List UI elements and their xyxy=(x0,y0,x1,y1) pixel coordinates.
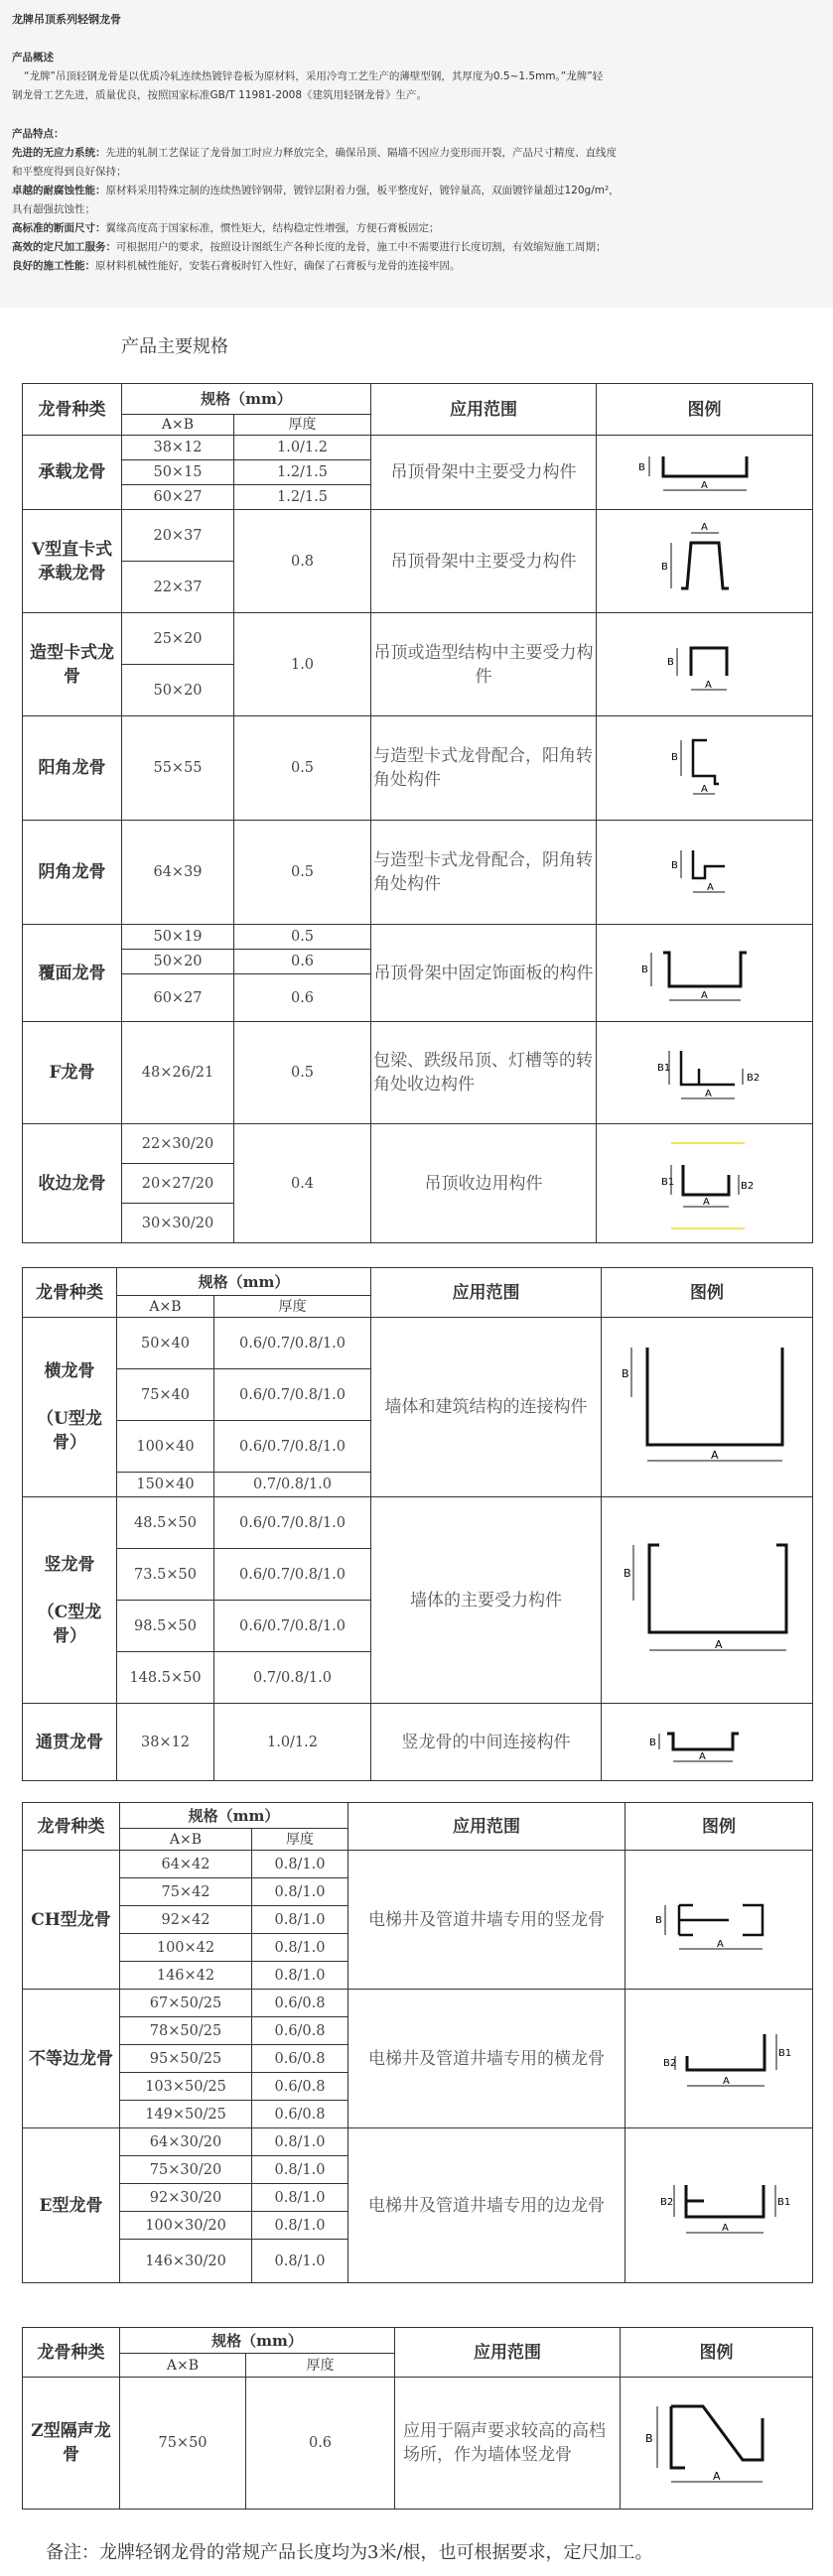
overview-text-1: “龙牌”吊顶轻钢龙骨是以优质冷轧连续热镀锌卷板为原材料，采用冷弯工艺生产的薄壁型钢，其厚度为0.5~1.5mm。”龙牌”轻 xyxy=(24,70,604,82)
svg-text:B: B xyxy=(655,1914,662,1926)
e-channel-figure xyxy=(634,2141,803,2270)
cell-thick: 0.5 xyxy=(234,716,371,821)
cell-use: 与造型卡式龙骨配合，阳角转角处构件 xyxy=(371,716,597,821)
cell-ab: 67×50/25 xyxy=(120,1990,252,2017)
row-name: 不等边龙骨 xyxy=(23,1990,120,2128)
header-kind: 龙骨种类 xyxy=(23,1803,120,1851)
svg-text:B2: B2 xyxy=(660,2196,674,2208)
cell-thick: 1.0 xyxy=(234,613,371,716)
cell-ab: 50×20 xyxy=(122,950,234,974)
cell-ab: 60×27 xyxy=(122,974,234,1022)
v-channel-figure xyxy=(635,515,774,608)
cell-ab: 38×12 xyxy=(122,436,234,460)
svg-text:B2: B2 xyxy=(746,1073,760,1084)
header-thick: 厚度 xyxy=(234,415,371,436)
feature-line: 具有超强抗蚀性； xyxy=(12,203,95,215)
spec-table-shaftwall xyxy=(22,1802,813,2283)
cell-use: 吊顶或造型结构中主要受力构件 xyxy=(371,613,597,716)
cell-ab: 75×50 xyxy=(120,2378,246,2510)
cell-thick: 0.5 xyxy=(234,821,371,925)
cell-thick: 0.8/1.0 xyxy=(252,2156,348,2184)
row-name: 竖龙骨 （C型龙骨） xyxy=(23,1497,117,1704)
cell-thick: 0.6 xyxy=(234,950,371,974)
row-name: 覆面龙骨 xyxy=(23,925,122,1022)
cell-use: 墙体和建筑结构的连接构件 xyxy=(371,1318,602,1497)
feature-line: 高效的定尺加工服务：可根据用户的要求，按照设计图纸生产各种长度的龙骨，施工中不需要进行长度切割，有效缩短施工周期； xyxy=(12,241,607,253)
profile-diagram xyxy=(602,1318,813,1497)
cell-ab: 55×55 xyxy=(122,716,234,821)
specs-heading: 产品主要规格 xyxy=(121,336,228,357)
cell-use: 电梯井及管道井墙专用的边龙骨 xyxy=(348,2128,625,2283)
cell-thick: 1.2/1.5 xyxy=(234,485,371,510)
profile-diagram xyxy=(625,1851,813,1990)
cell-ab: 38×12 xyxy=(117,1704,214,1781)
cell-use: 包梁、跌级吊顶、灯槽等的转角处收边构件 xyxy=(371,1022,597,1124)
svg-text:B: B xyxy=(644,2432,653,2445)
c-stud-figure xyxy=(608,1511,806,1690)
cell-use: 竖龙骨的中间连接构件 xyxy=(371,1704,602,1781)
cell-thick: 0.5 xyxy=(234,925,371,950)
svg-text:A: A xyxy=(702,1196,710,1208)
cell-ab: 73.5×50 xyxy=(117,1549,214,1601)
svg-text:A: A xyxy=(722,2222,729,2234)
cell-ab: 60×27 xyxy=(122,485,234,510)
row-name: Z型隔声龙骨 xyxy=(23,2378,120,2510)
cell-thick: 0.8/1.0 xyxy=(252,1906,348,1934)
cell-thick: 1.0/1.2 xyxy=(234,436,371,460)
header-spec: 规格（mm） xyxy=(122,384,371,415)
profile-diagram xyxy=(597,436,813,510)
cell-thick: 0.8/1.0 xyxy=(252,1878,348,1906)
ch-stud-figure xyxy=(639,1866,798,1975)
cell-thick: 0.8/1.0 xyxy=(252,2128,348,2156)
row-name: 阴角龙骨 xyxy=(23,821,122,925)
cell-thick: 0.8/1.0 xyxy=(252,1962,348,1990)
svg-text:A: A xyxy=(699,1750,706,1762)
svg-text:B1: B1 xyxy=(777,2196,791,2208)
overview-text-2: 钢龙骨工艺先进，质量优良，按照国家标准GB/T 11981-2008《建筑用轻钢龙骨》生产。 xyxy=(12,89,428,101)
cell-use: 吊顶骨架中主要受力构件 xyxy=(371,510,597,613)
header-ab: A×B xyxy=(122,415,234,436)
cell-ab: 92×30/20 xyxy=(120,2184,252,2212)
row-name: CH型龙骨 xyxy=(23,1851,120,1990)
overview-heading: 产品概述 xyxy=(12,52,54,64)
header-spec: 规格（mm） xyxy=(120,1803,348,1829)
svg-text:B: B xyxy=(649,1737,656,1748)
cell-ab: 64×39 xyxy=(122,821,234,925)
cell-use: 吊顶收边用构件 xyxy=(371,1124,597,1243)
header-spec: 规格（mm） xyxy=(117,1268,371,1296)
profile-diagram xyxy=(602,1704,813,1781)
row-name: V型直卡式承载龙骨 xyxy=(23,510,122,613)
profile-diagram xyxy=(597,613,813,716)
cell-thick: 0.8/1.0 xyxy=(252,2240,348,2283)
header-use: 应用范围 xyxy=(348,1803,625,1851)
cell-thick: 0.6 xyxy=(246,2378,395,2510)
cell-thick: 1.2/1.5 xyxy=(234,460,371,485)
cell-ab: 22×30/20 xyxy=(122,1124,234,1164)
cell-ab: 50×15 xyxy=(122,460,234,485)
cell-ab: 146×30/20 xyxy=(120,2240,252,2283)
header-ab: A×B xyxy=(117,1296,214,1318)
cell-thick: 0.6/0.7/0.8/1.0 xyxy=(214,1601,371,1652)
header-kind: 龙骨种类 xyxy=(23,384,122,436)
row-name: 横龙骨 （U型龙骨） xyxy=(23,1318,117,1497)
svg-text:A: A xyxy=(700,784,708,795)
cell-ab: 100×30/20 xyxy=(120,2212,252,2240)
svg-text:A: A xyxy=(700,521,708,533)
u-stud-track-figure xyxy=(608,1328,806,1486)
svg-text:A: A xyxy=(700,480,708,491)
feature-line: 高标准的断面尺寸：翼缘高度高于国家标准，惯性矩大，结构稳定性增强，方便石膏板固定； xyxy=(12,222,440,234)
header-thick: 厚度 xyxy=(252,1829,348,1851)
cell-thick: 0.6/0.8 xyxy=(252,2101,348,2128)
row-name: 收边龙骨 xyxy=(23,1124,122,1243)
row-name: 造型卡式龙骨 xyxy=(23,613,122,716)
cell-ab: 75×42 xyxy=(120,1878,252,1906)
profile-diagram xyxy=(597,1022,813,1124)
header-kind: 龙骨种类 xyxy=(23,2328,120,2378)
svg-text:A: A xyxy=(717,1938,724,1950)
svg-text:B: B xyxy=(624,1566,631,1580)
spec-table-wall xyxy=(22,1267,813,1781)
cell-thick: 0.6/0.7/0.8/1.0 xyxy=(214,1497,371,1549)
cell-ab: 92×42 xyxy=(120,1906,252,1934)
cell-thick: 0.8 xyxy=(234,510,371,613)
cell-thick: 1.0/1.2 xyxy=(214,1704,371,1781)
cell-use: 应用于隔声要求较高的高档场所，作为墙体竖龙骨 xyxy=(395,2378,621,2510)
profile-diagram xyxy=(625,2128,813,2283)
cover-channel-figure xyxy=(625,929,784,1018)
svg-text:B: B xyxy=(670,752,678,763)
header-spec: 规格（mm） xyxy=(120,2328,395,2354)
cell-use: 电梯井及管道井墙专用的横龙骨 xyxy=(348,1990,625,2128)
svg-text:A: A xyxy=(704,1089,712,1099)
profile-diagram xyxy=(602,1497,813,1704)
cell-thick: 0.8/1.0 xyxy=(252,2212,348,2240)
header-thick: 厚度 xyxy=(214,1296,371,1318)
svg-text:A: A xyxy=(711,1449,719,1462)
cell-ab: 146×42 xyxy=(120,1962,252,1990)
intro-section xyxy=(0,0,833,308)
cell-use: 墙体的主要受力构件 xyxy=(371,1497,602,1704)
cell-ab: 48×26/21 xyxy=(122,1022,234,1124)
cell-ab: 78×50/25 xyxy=(120,2017,252,2045)
cell-thick: 0.5 xyxy=(234,1022,371,1124)
spec-table-acoustic xyxy=(22,2327,813,2510)
cell-ab: 20×27/20 xyxy=(122,1164,234,1204)
cell-thick: 0.8/1.0 xyxy=(252,1851,348,1878)
svg-text:B1: B1 xyxy=(660,1176,674,1188)
cell-thick: 0.6/0.7/0.8/1.0 xyxy=(214,1318,371,1369)
cell-thick: 0.6/0.8 xyxy=(252,2073,348,2101)
header-use: 应用范围 xyxy=(395,2328,621,2378)
cell-ab: 30×30/20 xyxy=(122,1204,234,1243)
svg-text:B1: B1 xyxy=(656,1063,670,1074)
cell-ab: 100×40 xyxy=(117,1421,214,1473)
cell-thick: 0.6 xyxy=(234,974,371,1022)
cell-thick: 0.7/0.8/1.0 xyxy=(214,1473,371,1497)
doc-title: 龙牌吊顶系列轻钢龙骨 xyxy=(12,13,121,26)
profile-diagram xyxy=(597,1124,813,1243)
cell-ab: 64×42 xyxy=(120,1851,252,1878)
row-name: 承载龙骨 xyxy=(23,436,122,510)
cell-ab: 75×40 xyxy=(117,1369,214,1421)
cell-ab: 75×30/20 xyxy=(120,2156,252,2184)
features-heading: 产品特点： xyxy=(12,128,65,140)
cell-use: 电梯井及管道井墙专用的竖龙骨 xyxy=(348,1851,625,1990)
cell-ab: 22×37 xyxy=(122,562,234,613)
svg-text:B: B xyxy=(660,561,668,573)
cell-thick: 0.6/0.7/0.8/1.0 xyxy=(214,1369,371,1421)
row-name: 阳角龙骨 xyxy=(23,716,122,821)
through-channel-figure xyxy=(637,1708,776,1777)
cell-thick: 0.6/0.7/0.8/1.0 xyxy=(214,1549,371,1601)
cell-thick: 0.6/0.8 xyxy=(252,1990,348,2017)
svg-text:B1: B1 xyxy=(778,2047,792,2059)
row-name: E型龙骨 xyxy=(23,2128,120,2283)
profile-diagram xyxy=(597,925,813,1022)
z-channel-figure xyxy=(627,2379,806,2508)
cell-ab: 150×40 xyxy=(117,1473,214,1497)
feature-line: 良好的施工性能：原材料机械性能好，安装石膏板时钉入性好，确保了石膏板与龙骨的连接牢固。 xyxy=(12,260,461,272)
footnote: 备注：龙牌轻钢龙骨的常规产品长度均为3米/根，也可根据要求，定尺加工。 xyxy=(46,2542,653,2563)
header-ab: A×B xyxy=(120,1829,252,1851)
profile-diagram xyxy=(625,1990,813,2128)
spec-table-ceiling xyxy=(22,383,813,1243)
header-use: 应用范围 xyxy=(371,384,597,436)
cell-ab: 149×50/25 xyxy=(120,2101,252,2128)
cell-use: 与造型卡式龙骨配合，阴角转角处构件 xyxy=(371,821,597,925)
feature-line: 和平整度得到良好保持； xyxy=(12,166,127,178)
svg-text:B: B xyxy=(670,860,678,871)
cell-ab: 48.5×50 xyxy=(117,1497,214,1549)
cell-use: 吊顶骨架中固定饰面板的构件 xyxy=(371,925,597,1022)
cell-thick: 0.8/1.0 xyxy=(252,2184,348,2212)
cell-thick: 0.7/0.8/1.0 xyxy=(214,1652,371,1704)
header-fig: 图例 xyxy=(602,1268,813,1318)
feature-line: 卓越的耐腐蚀性能：原材料采用特殊定制的连续热镀锌钢带，镀锌层附着力强，板平整度好，镀锌量高，双面镀锌量超过120g/m²， xyxy=(12,185,620,196)
inner-corner-figure xyxy=(635,823,774,922)
cell-ab: 50×20 xyxy=(122,665,234,716)
svg-text:B: B xyxy=(666,656,674,668)
cell-ab: 50×19 xyxy=(122,925,234,950)
u-channel-figure xyxy=(635,443,774,502)
header-fig: 图例 xyxy=(597,384,813,436)
profile-diagram xyxy=(621,2378,813,2510)
header-use: 应用范围 xyxy=(371,1268,602,1318)
header-fig: 图例 xyxy=(621,2328,813,2378)
svg-text:B2: B2 xyxy=(663,2057,677,2069)
svg-text:B: B xyxy=(622,1367,629,1380)
svg-text:B: B xyxy=(637,462,645,473)
outer-corner-figure xyxy=(635,718,774,818)
cell-ab: 25×20 xyxy=(122,613,234,665)
header-kind: 龙骨种类 xyxy=(23,1268,117,1318)
svg-text:A: A xyxy=(715,1637,723,1651)
cell-ab: 100×42 xyxy=(120,1934,252,1962)
profile-diagram xyxy=(597,716,813,821)
row-name: F龙骨 xyxy=(23,1022,122,1124)
profile-diagram xyxy=(597,821,813,925)
svg-text:A: A xyxy=(700,989,708,1001)
cell-thick: 0.8/1.0 xyxy=(252,1934,348,1962)
unequal-channel-figure xyxy=(639,1995,798,2124)
cell-thick: 0.4 xyxy=(234,1124,371,1243)
row-name: 通贯龙骨 xyxy=(23,1704,117,1781)
cell-thick: 0.6/0.7/0.8/1.0 xyxy=(214,1421,371,1473)
f-channel-figure xyxy=(635,1023,774,1122)
header-fig: 图例 xyxy=(625,1803,813,1851)
svg-text:A: A xyxy=(712,2470,721,2483)
cell-ab: 103×50/25 xyxy=(120,2073,252,2101)
cell-thick: 0.6/0.8 xyxy=(252,2017,348,2045)
edge-channel-figure xyxy=(635,1129,774,1238)
cell-ab: 98.5×50 xyxy=(117,1601,214,1652)
cell-ab: 64×30/20 xyxy=(120,2128,252,2156)
cell-ab: 20×37 xyxy=(122,510,234,562)
cell-thick: 0.6/0.8 xyxy=(252,2045,348,2073)
svg-text:A: A xyxy=(706,882,714,893)
card-channel-figure xyxy=(635,618,774,711)
header-thick: 厚度 xyxy=(246,2354,395,2378)
feature-line: 先进的无应力系统：先进的轧制工艺保证了龙骨加工时应力释放完全，确保吊顶、隔墙不因应力变形而开裂，产品尺寸精度、直线度 xyxy=(12,147,617,159)
cell-ab: 148.5×50 xyxy=(117,1652,214,1704)
svg-text:B2: B2 xyxy=(740,1180,754,1192)
cell-use: 吊顶骨架中主要受力构件 xyxy=(371,436,597,510)
profile-diagram xyxy=(597,510,813,613)
cell-ab: 95×50/25 xyxy=(120,2045,252,2073)
cell-ab: 50×40 xyxy=(117,1318,214,1369)
svg-text:B: B xyxy=(640,964,648,975)
svg-text:A: A xyxy=(704,679,712,691)
header-ab: A×B xyxy=(120,2354,246,2378)
svg-text:A: A xyxy=(723,2075,730,2087)
